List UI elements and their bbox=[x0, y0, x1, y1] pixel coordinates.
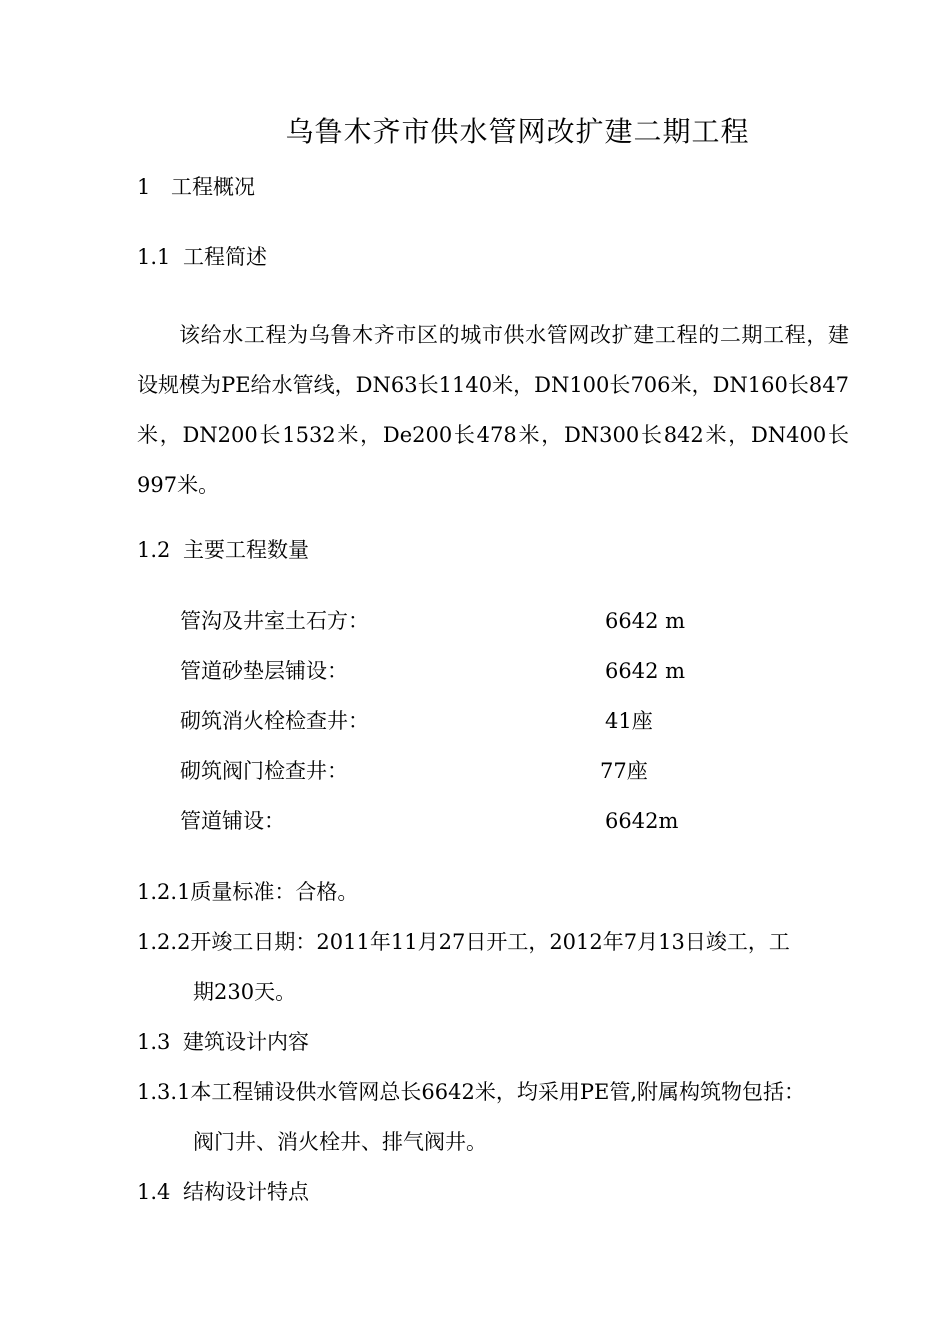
section-title: 结构设计特点 bbox=[183, 1180, 309, 1204]
design-content-continuation: 阀门井、消火栓井、排气阀井。 bbox=[193, 1130, 487, 1154]
schedule-item-continuation: 期230天。 bbox=[193, 980, 297, 1004]
quantity-value: 77座 bbox=[600, 759, 648, 783]
schedule-item bbox=[137, 917, 849, 1017]
section-number: 1.1 bbox=[137, 245, 171, 269]
quantity-label: 砌筑阀门检查井： bbox=[180, 759, 348, 783]
quantity-label: 管道铺设： bbox=[180, 809, 285, 833]
section-heading-1 bbox=[137, 172, 255, 202]
section-heading-1-2 bbox=[137, 535, 309, 565]
quantity-row bbox=[180, 806, 780, 836]
quantity-label: 管道砂垫层铺设： bbox=[180, 659, 348, 683]
intro-paragraph: 该给水工程为乌鲁木齐市区的城市供水管网改扩建工程的二期工程，建设规模为PE给水管线，DN63长1140米，DN100长706米，DN160长847米，DN200长1532米，De200长478米，DN300长842米，DN400长997米。 bbox=[137, 323, 849, 497]
quantity-row bbox=[180, 756, 780, 786]
section-heading-1-3 bbox=[137, 1027, 309, 1057]
schedule-item-line: 1.2.2开竣工日期：2011年11月27日开工，2012年7月13日竣工，工 bbox=[137, 930, 790, 954]
quantity-row bbox=[180, 606, 780, 636]
section-title: 工程简述 bbox=[183, 245, 267, 269]
design-content-line: 1.3.1本工程铺设供水管网总长6642米，均采用PE管,附属构筑物包括： bbox=[137, 1080, 806, 1104]
section-number: 1 bbox=[137, 175, 151, 199]
quantity-value: 41座 bbox=[605, 709, 653, 733]
section-number: 1.2 bbox=[137, 538, 171, 562]
section-heading-1-4 bbox=[137, 1177, 309, 1207]
quantity-row bbox=[180, 656, 780, 686]
section-heading-1-1 bbox=[137, 242, 267, 272]
quantity-label: 管沟及井室土石方： bbox=[180, 609, 369, 633]
design-content-item bbox=[137, 1067, 849, 1167]
document-title: 乌鲁木齐市供水管网改扩建二期工程 bbox=[285, 115, 750, 148]
section-number: 1.4 bbox=[137, 1180, 171, 1204]
quantity-value: 6642 m bbox=[605, 609, 686, 633]
section-title: 建筑设计内容 bbox=[183, 1030, 309, 1054]
quantity-label: 砌筑消火栓检查井： bbox=[180, 709, 369, 733]
quantity-row bbox=[180, 706, 780, 736]
quantity-value: 6642 m bbox=[605, 659, 686, 683]
quality-standard-item: 1.2.1质量标准：合格。 bbox=[137, 880, 359, 904]
section-title: 工程概况 bbox=[171, 175, 255, 199]
quantity-value: 6642m bbox=[605, 809, 679, 833]
section-title: 主要工程数量 bbox=[183, 538, 309, 562]
section-number: 1.3 bbox=[137, 1030, 171, 1054]
